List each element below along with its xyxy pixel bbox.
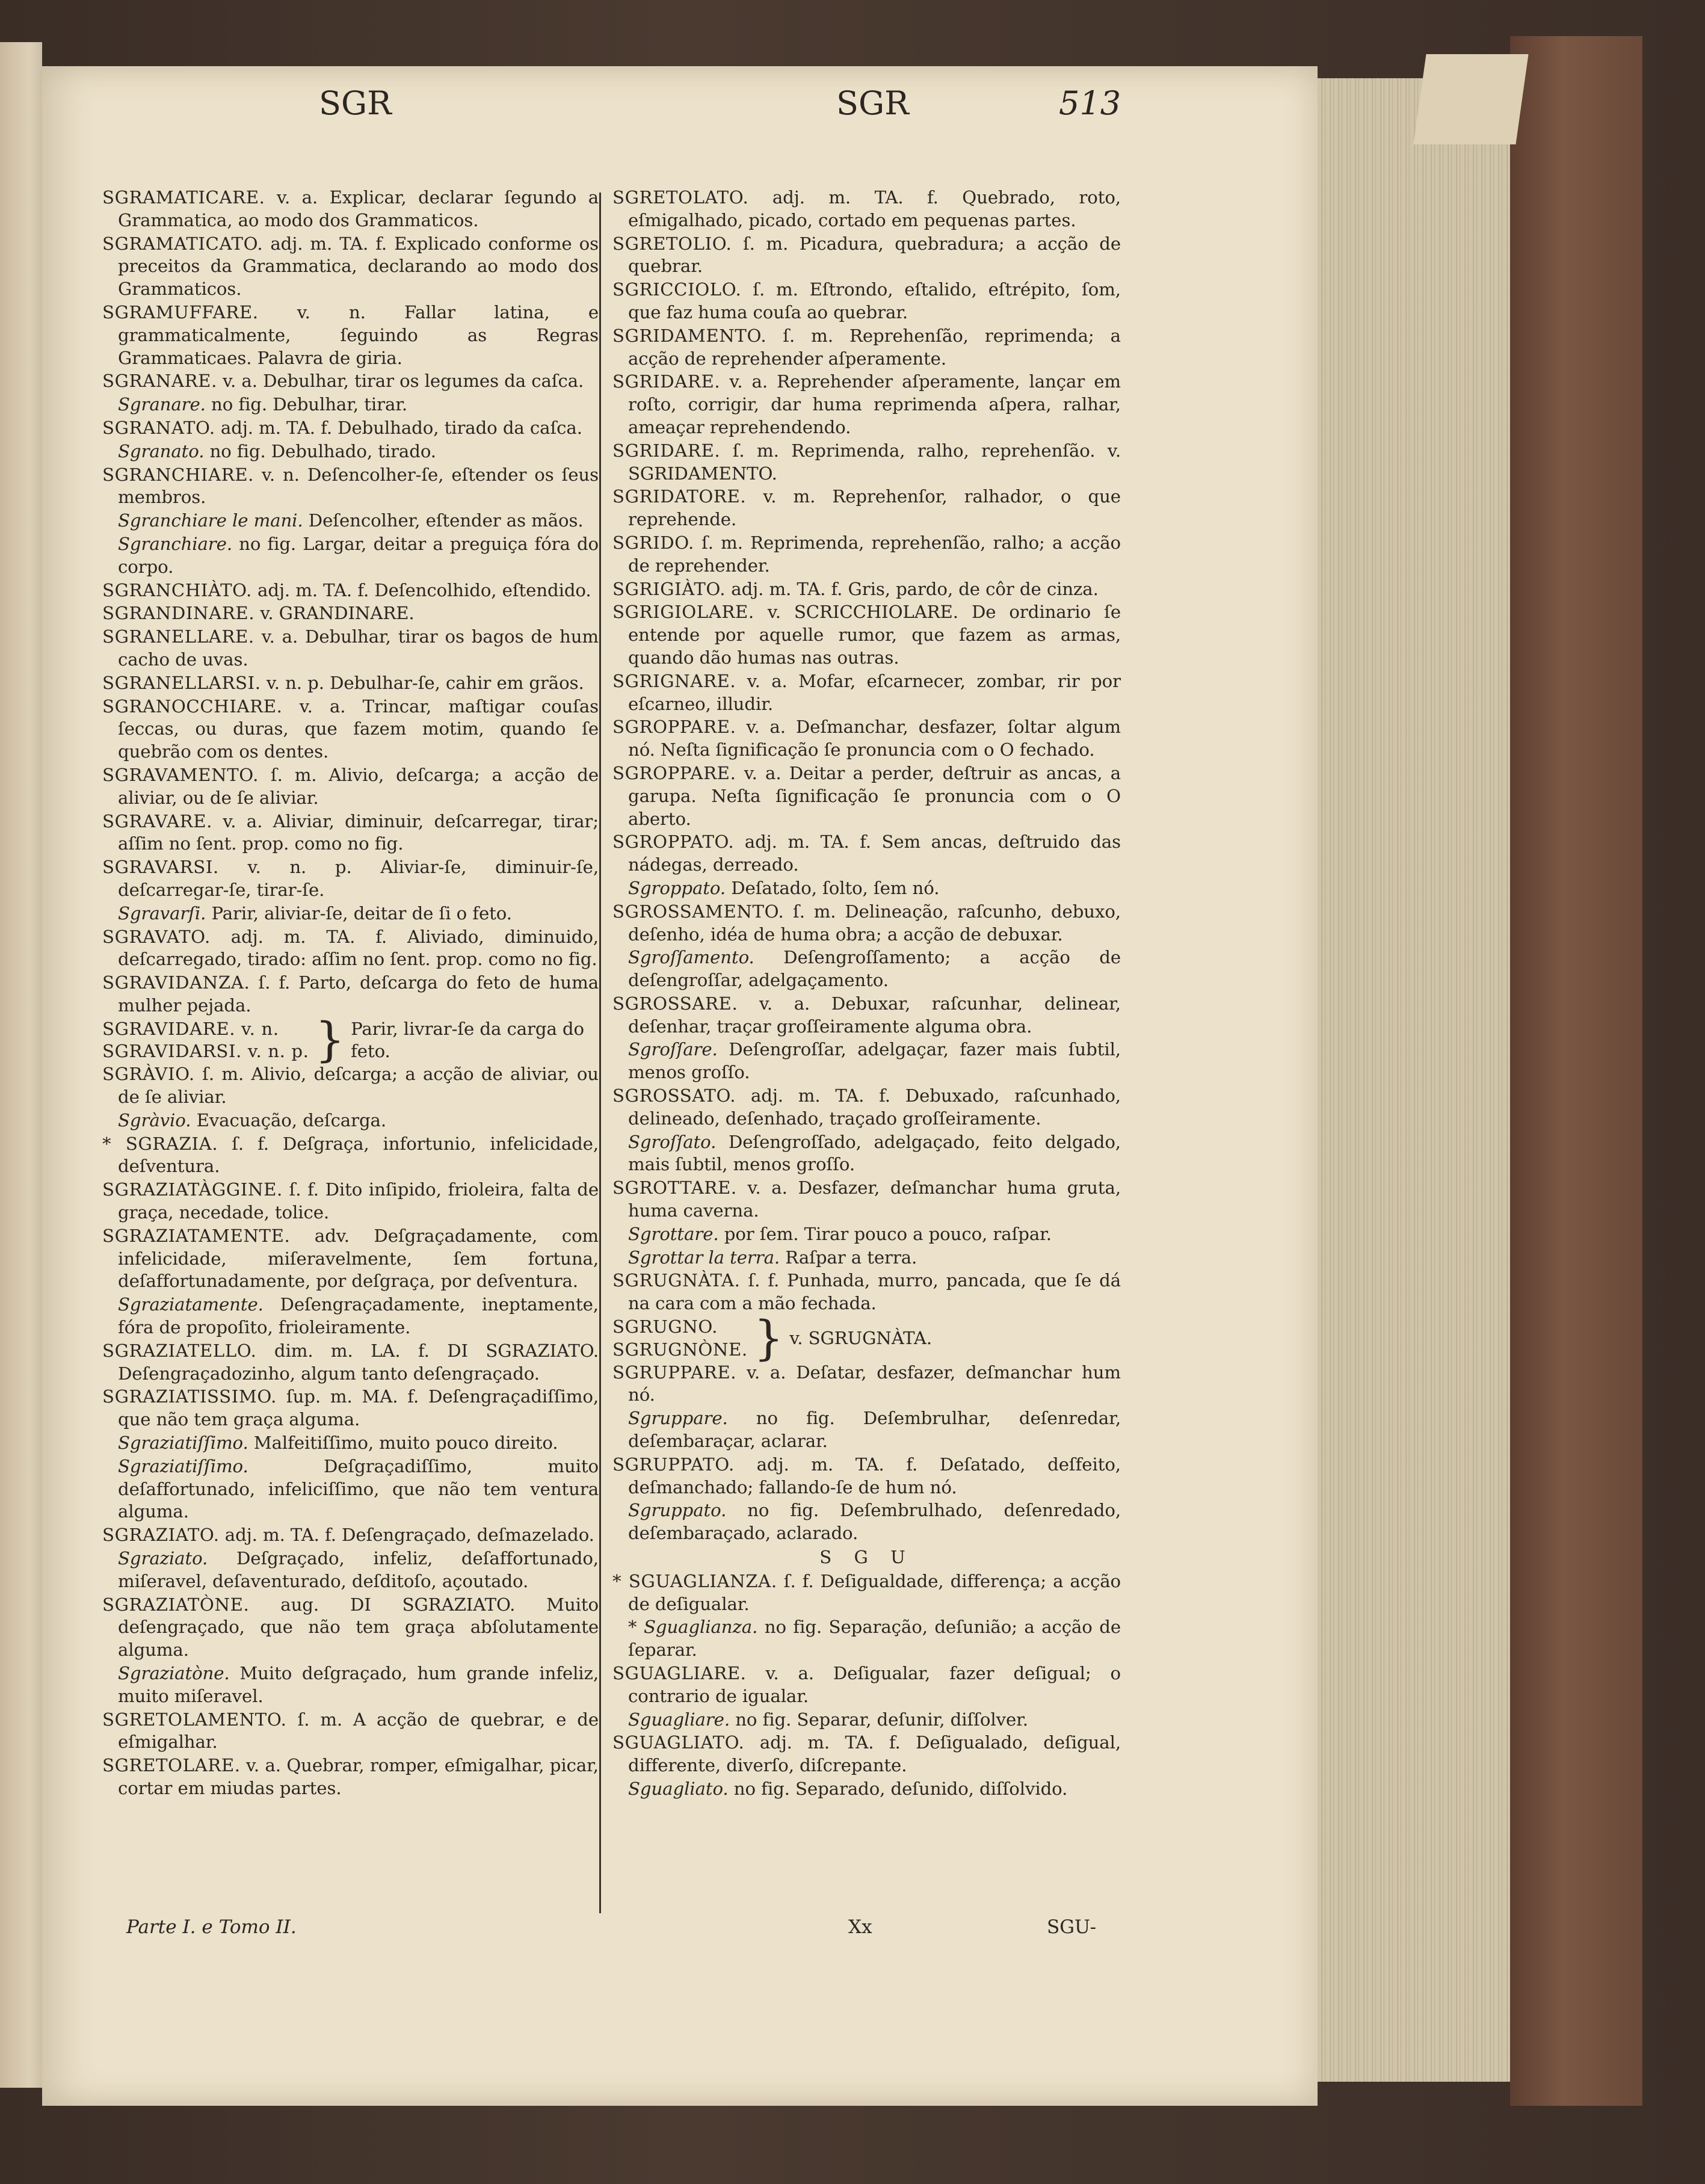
definition: ſ. m. Picadura, quebradura; a acção de quebrar. — [628, 233, 1121, 277]
definition: Deſengraçadamente, ineptamente, fóra de propoſito, frioleiramente. — [118, 1294, 599, 1338]
definition: v. a. Deſmanchar, desfazer, ſoltar algum nó. Neſta ſignificação ſe pronuncia com o O fechado. — [628, 717, 1121, 760]
dictionary-entry — [612, 993, 1121, 1038]
headword: SGUAGLIATO. — [612, 1732, 745, 1753]
headword: SGRANDINARE. — [102, 603, 255, 624]
headword: SGRAVATO. — [102, 926, 211, 947]
definition: v. a. Trincar, maſtigar couſas ſeccas, ou duras, que fazem motim, quando ſe quebrão com os dentes. — [118, 696, 599, 762]
sub-entry — [612, 1247, 1121, 1269]
definition: v. a. Deſatar, desfazer, deſmanchar hum nó. — [628, 1362, 1121, 1405]
headword: SGRAZIATÒNE. — [102, 1594, 250, 1615]
definition: ſ. f. Deſigualdade, differença; a acção de deſigualar. — [628, 1570, 1121, 1614]
sub-entry — [612, 877, 1121, 900]
definition: no fig. Deſembrulhar, deſenredar, deſembaraçar, aclarar. — [628, 1408, 1121, 1452]
sub-entry — [102, 902, 599, 925]
brace-glyph: } — [753, 1311, 784, 1366]
definition: ſ. m. Alivio, deſcarga; a acção de aliviar, ou de ſe aliviar. — [118, 764, 599, 808]
grouped-entry — [612, 1311, 1121, 1366]
headword: SGRUGNÒNE. — [612, 1339, 748, 1360]
dictionary-entry — [102, 301, 599, 369]
definition: Deſencolher, eſtender as mãos. — [303, 510, 584, 531]
italic-lemma: * Sguaglianza. — [628, 1617, 758, 1638]
headword: SGRAZIATAMENTE. — [102, 1225, 291, 1246]
headword: SGRÀVIO. — [102, 1064, 195, 1085]
sub-entry — [102, 533, 599, 579]
definition: Deſgraçadiſſimo, muito deſaffortunado, infeliciſſimo, que não tem ventura alguma. — [118, 1455, 599, 1522]
dictionary-entry — [612, 1177, 1121, 1223]
definition: adj. m. TA. f. Explicado conforme os preceitos da Grammatica, declarando ao modo dos Grammaticos. — [118, 233, 599, 300]
dictionary-entry — [612, 1570, 1121, 1616]
italic-lemma: Sgraziatiſſimo. — [118, 1433, 248, 1454]
sub-entry — [102, 1455, 599, 1523]
brace-glyph: } — [315, 1013, 345, 1068]
definition: no fig. Deſembrulhado, deſenredado, deſembaraçado, aclarado. — [628, 1500, 1121, 1544]
definition: adj. m. TA. f. Gris, pardo, de côr de cinza. — [726, 578, 1099, 599]
definition: dim. m. LA. f. DI SGRAZIATO. Deſengraçadozinho, algum tanto deſengraçado. — [118, 1340, 599, 1384]
left-column — [102, 187, 599, 1877]
definition: v. a. Aliviar, diminuir, deſcarregar, tirar; aſſim no ſent. prop. como no fig. — [118, 810, 599, 854]
sub-entry — [612, 1778, 1121, 1801]
definition: v. a. Reprehender aſperamente, lançar em roſto, corrigir, dar huma reprimenda aſpera, ralhar, ameaçar reprehendendo. — [628, 371, 1121, 437]
dictionary-entry — [612, 762, 1121, 830]
dictionary-entry — [102, 187, 599, 232]
catchword: SGU- — [1047, 1916, 1097, 1938]
definition: Parir, aliviar-ſe, deitar de ſi o feto. — [206, 902, 512, 924]
definition: v. a. Mofar, eſcarnecer, zombar, rir por eſcarneo, illudir. — [628, 670, 1121, 714]
definition: ſ. m. Reprehenſão, reprimenda; a acção de reprehender aſperamente. — [628, 325, 1121, 369]
dictionary-entry — [102, 1594, 599, 1662]
headword: SGRICCIOLO. — [612, 279, 742, 300]
definition: ſ. f. Deſgraça, infortunio, infelicidade, deſventura. — [118, 1133, 599, 1177]
page-number: 513 — [1059, 84, 1121, 122]
definition: v. SCRICCHIOLARE. De ordinario ſe entende por aquelle rumor, que fazem as armas, quando dão humas nas outras. — [628, 602, 1121, 668]
headword: SGROPPARE. — [612, 717, 736, 738]
dictionary-entry — [102, 1133, 599, 1179]
headword: * SGUAGLIANZA. — [612, 1570, 777, 1591]
italic-lemma: Sgruppare. — [628, 1408, 728, 1429]
dictionary-entry — [612, 1362, 1121, 1407]
definition: Deſengroſſar, adelgaçar, fazer mais ſubtil, menos groſſo. — [628, 1039, 1121, 1083]
headword: SGRAZIATÀGGINE. — [102, 1179, 283, 1200]
sub-entry — [612, 1499, 1121, 1545]
definition: adj. m. TA. f. Deſengraçado, deſmazelado. — [219, 1525, 594, 1546]
headword: SGRAZIATO. — [102, 1525, 220, 1546]
definition: Deſgraçado, infeliz, deſaffortunado, miſeravel, deſaventurado, deſditoſo, açoutado. — [118, 1548, 599, 1591]
definition: v. GRANDINARE. — [254, 603, 415, 624]
dictionary-entry — [102, 1524, 599, 1547]
headword: SGRANARE. — [102, 371, 217, 392]
definition: v. a. Deſigualar, fazer deſigual; o contrario de igualar. — [628, 1663, 1121, 1706]
dictionary-entry — [102, 1386, 599, 1431]
headword: SGRETOLAMENTO. — [102, 1709, 287, 1730]
sub-entry — [612, 1709, 1121, 1732]
definition: Evacuação, deſcarga. — [191, 1109, 387, 1131]
dictionary-entry — [612, 1732, 1121, 1777]
dictionary-entry — [102, 972, 599, 1017]
definition: v. m. Reprehenſor, ralhador, o que reprehende. — [628, 486, 1121, 530]
definition: adj. m. TA. f. Debuxado, raſcunhado, delineado, deſenhado, traçado groſſeiramente. — [628, 1085, 1121, 1129]
sub-entry — [612, 1407, 1121, 1453]
headword: SGRANCHIARE. — [102, 464, 254, 485]
headword: SGRAVIDANZA. — [102, 972, 250, 993]
headword: SGRUPPATO. — [612, 1454, 735, 1475]
headword: SGRANCHIÀTO. — [102, 579, 252, 600]
dictionary-entry — [102, 233, 599, 301]
definition: no fig. Separação, deſunião; a acção de ſeparar. — [628, 1617, 1121, 1661]
headword: SGRIGIÀTO. — [612, 578, 726, 599]
definition: v. a. Desfazer, deſmanchar huma gruta, huma caverna. — [628, 1177, 1121, 1221]
italic-lemma: Sguagliato. — [628, 1778, 729, 1799]
headword: SGRUPPARE. — [612, 1362, 737, 1383]
dictionary-entry — [102, 856, 599, 902]
dictionary-entry — [612, 233, 1121, 279]
dictionary-entry — [612, 371, 1121, 439]
previous-page-edge — [0, 42, 42, 2088]
definition: ſ. m. Eſtrondo, eſtalido, eſtrépito, ſom, que faz huma couſa ao quebrar. — [628, 279, 1121, 322]
definition: ſ. f. Punhada, murro, pancada, que ſe dá na cara com a mão fechada. — [628, 1270, 1121, 1314]
italic-lemma: Sgranato. — [118, 440, 205, 461]
dictionary-entry — [102, 1754, 599, 1800]
definition: v. n. p. Aliviar-ſe, diminuir-ſe, deſcarregar-ſe, tirar-ſe. — [118, 857, 599, 900]
definition: v. n. Deſencolher-ſe, eſtender os ſeus membros. — [118, 464, 599, 508]
grouped-headwords — [102, 1018, 309, 1064]
dog-eared-corner — [1413, 54, 1528, 144]
headword: SGRIDARE. — [612, 440, 721, 461]
definition: ſup. m. MA. f. Deſengraçadiſſimo, que não tem graça alguma. — [118, 1386, 599, 1430]
italic-lemma: Sgranchiare. — [118, 533, 233, 554]
headword: SGRETOLIO. — [612, 233, 732, 254]
sub-entry — [612, 1616, 1121, 1662]
definition: v. a. Explicar, declarar ſegundo a Grammatica, ao modo dos Grammaticos. — [118, 187, 599, 230]
headword: SGRETOLATO. — [612, 187, 749, 208]
headword: SGRUGNÀTA. — [612, 1270, 741, 1291]
headword: SGRANOCCHIARE. — [102, 696, 283, 717]
headword: SGRIDAMENTO. — [612, 325, 767, 346]
dictionary-entry — [102, 672, 599, 695]
sub-entry — [102, 1662, 599, 1708]
dictionary-entry — [612, 716, 1121, 762]
italic-lemma: Sgroſſamento. — [628, 947, 754, 968]
dictionary-entry — [612, 1454, 1121, 1499]
italic-lemma: Sgraziatiſſimo. — [118, 1455, 248, 1476]
dictionary-entry — [102, 696, 599, 763]
headword: SGRETOLARE. — [102, 1755, 241, 1776]
italic-lemma: Sgroppato. — [628, 877, 726, 898]
dictionary-entry — [612, 901, 1121, 946]
page-block-edges — [1318, 78, 1510, 2082]
definition: no fig. Debulhado, tirado. — [204, 440, 436, 461]
grouped-headwords — [612, 1316, 748, 1362]
definition: ſ. m. Reprimenda, ralho, reprehenſão. v. SGRIDAMENTO. — [628, 440, 1121, 484]
definition: no fig. Debulhar, tirar. — [205, 394, 408, 415]
sub-entry — [612, 946, 1121, 992]
definition: adj. m. TA. f. Aliviado, diminuido, deſcarregado, tirado: aſſim no ſent. prop. como no fig. — [118, 926, 599, 970]
italic-lemma: Sgràvio. — [118, 1109, 191, 1131]
sub-entry — [102, 1109, 599, 1132]
headword: SGRAVARSI. — [102, 857, 219, 878]
headword: SGUAGLIARE. — [612, 1663, 747, 1683]
dictionary-entry — [612, 1085, 1121, 1131]
definition: Malfeitiſſimo, muito pouco direito. — [248, 1433, 558, 1454]
italic-lemma: Sgroſſato. — [628, 1131, 717, 1152]
definition: ſ. m. Reprimenda, reprehenſão, ralho; a acção de reprehender. — [628, 532, 1121, 576]
dictionary-entry — [102, 464, 599, 510]
dictionary-entry — [612, 1662, 1121, 1708]
sub-entry — [612, 1223, 1121, 1246]
headword: SGRAVIDARSI. v. n. p. — [102, 1041, 309, 1062]
dictionary-entry — [612, 279, 1121, 324]
dictionary-entry — [612, 578, 1121, 601]
sub-entry — [612, 1131, 1121, 1177]
definition: Deſatado, ſolto, ſem nó. — [726, 877, 940, 898]
definition: ſ. f. Dito inſipido, frioleira, falta de graça, necedade, tolice. — [118, 1179, 599, 1223]
italic-lemma: Sgranchiare le mani. — [118, 510, 303, 531]
italic-lemma: Sgrottare. — [628, 1223, 719, 1244]
definition: v. n. p. Debulhar-ſe, cahir em grãos. — [261, 672, 584, 693]
sub-entry — [102, 1547, 599, 1593]
dictionary-entry — [612, 601, 1121, 669]
dictionary-entry — [612, 670, 1121, 716]
book-cover-edge — [1510, 36, 1642, 2106]
definition: por ſem. Tirar pouco a pouco, raſpar. — [718, 1223, 1052, 1244]
dictionary-entry — [612, 325, 1121, 371]
headword: SGRIGIOLARE. — [612, 602, 754, 623]
dictionary-entry — [612, 486, 1121, 531]
dictionary-entry — [102, 926, 599, 972]
italic-lemma: Sgroſſare. — [628, 1039, 718, 1060]
italic-lemma: Sgruppato. — [628, 1500, 727, 1521]
headword: SGRAVARE. — [102, 810, 213, 831]
definition: adv. Deſgraçadamente, com infelicidade, miſeravelmente, ſem fortuna, deſaffortunadamente, por deſgraça, por deſventura. — [118, 1225, 599, 1292]
definition: v. a. Debulhar, tirar os bagos de hum cacho de uvas. — [118, 626, 599, 670]
dictionary-entry — [102, 370, 599, 393]
italic-lemma: Sgravarſi. — [118, 902, 206, 924]
headword: SGRANATO. — [102, 417, 215, 438]
section-heading: S G U — [819, 1547, 914, 1568]
dictionary-entry — [102, 810, 599, 856]
headword: SGRIDATORE. — [612, 486, 747, 507]
dictionary-entry — [612, 532, 1121, 578]
dictionary-entry — [612, 831, 1121, 877]
headword: SGRAMATICARE. — [102, 187, 265, 208]
running-head-right: SGR — [836, 84, 909, 122]
dictionary-entry — [102, 1340, 599, 1386]
definition: no fig. Separado, deſunido, diſſolvido. — [728, 1778, 1068, 1799]
sub-entry — [102, 440, 599, 463]
definition: adj. m. TA. f. Deſigualado, deſigual, differente, diverſo, diſcrepante. — [628, 1732, 1121, 1776]
headword: SGRAMATICATO. — [102, 233, 264, 254]
definition: v. n. Fallar latina, e grammaticalmente, ſeguindo as Regras Grammaticaes. Palavra de giria. — [118, 301, 599, 368]
right-column — [612, 187, 1121, 1877]
dictionary-entry — [102, 602, 599, 625]
definition: Parir, livrar-ſe da carga do feto. — [351, 1018, 584, 1062]
column-rule — [599, 193, 601, 1913]
running-head-left: SGR — [319, 84, 392, 122]
definition: ſ. f. Parto, deſcarga do feto de huma mulher pejada. — [118, 972, 599, 1016]
definition: adj. m. TA. f. Debulhado, tirado da caſca. — [215, 417, 582, 438]
definition: ſ. m. A acção de quebrar, e de eſmigalhar. — [118, 1709, 599, 1753]
definition: Deſengroſſamento; a acção de deſengroſſar, adelgaçamento. — [628, 947, 1121, 991]
italic-lemma: Sgrottar la terra. — [628, 1247, 780, 1268]
sub-entry — [102, 510, 599, 532]
definition: v. a. Debuxar, raſcunhar, delinear, deſenhar, traçar groſſeiramente alguma obra. — [628, 993, 1121, 1037]
signature-mark: Xx — [848, 1916, 872, 1938]
headword: SGRAVAMENTO. — [102, 764, 259, 785]
headword: * SGRAZIA. — [102, 1133, 218, 1154]
headword: SGRIDO. — [612, 532, 694, 553]
dictionary-entry — [102, 417, 599, 440]
italic-lemma: Sgraziatamente. — [118, 1294, 264, 1315]
definition: v. a. Quebrar, romper, eſmigalhar, picar, cortar em miudas partes. — [118, 1755, 599, 1798]
sub-entry — [102, 393, 599, 416]
definition: adj. m. TA. f. Sem ancas, deſtruido das nádegas, derreado. — [628, 831, 1121, 875]
grouped-entry — [102, 1013, 599, 1068]
definition: Deſengroſſado, adelgaçado, feito delgado, mais ſubtil, menos groſſo. — [628, 1131, 1121, 1175]
sub-entry — [102, 1294, 599, 1339]
italic-lemma: Sguagliare. — [628, 1709, 730, 1730]
dictionary-entry — [102, 1063, 599, 1109]
definition: Muito deſgraçado, hum grande infeliz, muito miſeravel. — [118, 1663, 599, 1706]
definition: v. a. Debulhar, tirar os legumes da caſca. — [217, 371, 584, 392]
definition: adj. m. TA. f. Quebrado, roto, eſmigalhado, picado, cortado em pequenas partes. — [628, 187, 1121, 230]
headword: SGROSSARE. — [612, 993, 738, 1014]
definition: ſ. m. Delineação, raſcunho, debuxo, deſenho, idéa de huma obra; a acção de debuxar. — [628, 901, 1121, 945]
dictionary-entry — [102, 1225, 599, 1293]
italic-lemma: Sgraziato. — [118, 1548, 208, 1569]
dictionary-entry — [102, 579, 599, 602]
definition: v. a. Deitar a perder, deſtruir as ancas, a garupa. Neſta ſignificação ſe pronuncia com o O aberto. — [628, 762, 1121, 829]
definition: no fig. Largar, deitar a preguiça fóra do corpo. — [118, 533, 599, 577]
definition: ſ. m. Alivio, deſcarga; a acção de aliviar, ou de ſe aliviar. — [118, 1064, 599, 1108]
dictionary-entry — [612, 1269, 1121, 1315]
definition: v. SGRUGNÀTA. — [789, 1327, 933, 1348]
dictionary-entry — [612, 440, 1121, 486]
headword: SGRIGNARE. — [612, 670, 736, 691]
headword: SGROPPARE. — [612, 762, 736, 783]
headword: SGROPPATO. — [612, 831, 735, 853]
dictionary-entry — [102, 626, 599, 671]
dictionary-entry — [612, 187, 1121, 232]
italic-lemma: Sgraziatòne. — [118, 1663, 230, 1683]
headword: SGRUGNO. — [612, 1316, 718, 1337]
headword: SGROSSATO. — [612, 1085, 736, 1106]
dictionary-entry — [102, 1709, 599, 1754]
headword: SGRANELLARE. — [102, 626, 254, 647]
definition: Raſpar a terra. — [780, 1247, 917, 1268]
headword: SGROSSAMENTO. — [612, 901, 785, 922]
italic-lemma: Sgranare. — [118, 394, 206, 415]
headword: SGRAVIDARE. v. n. — [102, 1018, 279, 1039]
dictionary-entry — [102, 1179, 599, 1224]
definition: no fig. Separar, deſunir, diſſolver. — [730, 1709, 1028, 1730]
headword: SGRANELLARSI. — [102, 672, 261, 693]
definition: adj. m. TA. f. Deſatado, deſfeito, deſmanchado; fallando-ſe de hum nó. — [628, 1454, 1121, 1498]
headword: SGROTTARE. — [612, 1177, 737, 1198]
dictionary-entry — [102, 764, 599, 810]
definition: aug. DI SGRAZIATO. Muito deſengraçado, que não tem graça abſolutamente alguma. — [118, 1594, 599, 1661]
headword: SGRAZIATISSIMO. — [102, 1386, 277, 1407]
headword: SGRAZIATELLO. — [102, 1340, 257, 1361]
headword: SGRIDARE. — [612, 371, 721, 392]
volume-footer: Parte I. e Tomo II. — [126, 1916, 297, 1938]
definition: adj. m. TA. f. Deſencolhido, eſtendido. — [251, 579, 591, 600]
sub-entry — [102, 1432, 599, 1455]
sub-entry — [612, 1038, 1121, 1084]
headword: SGRAMUFFARE. — [102, 301, 259, 322]
